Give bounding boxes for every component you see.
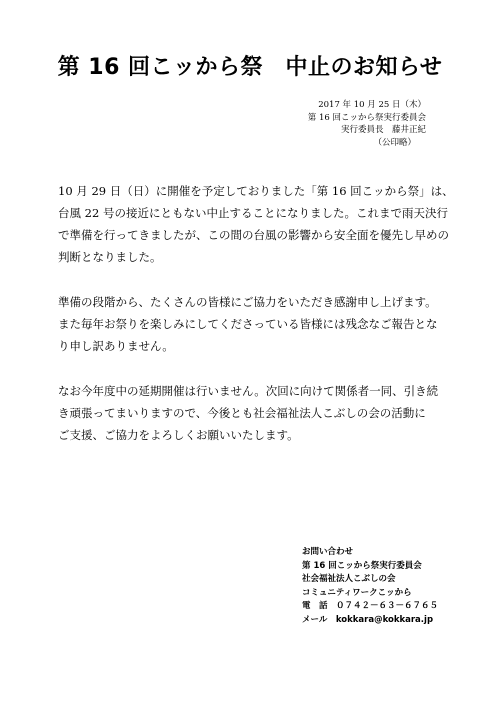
seal-omitted-note: （公印略）	[373, 137, 416, 148]
body-line: なお今年度中の延期開催は行いません。次回に向けて関係者一同、引き続	[58, 384, 439, 398]
body-line: 判断となりました。	[58, 250, 162, 264]
contact-phone: 電 話 ０７４２－６３－６７６５	[302, 601, 439, 611]
body-line: 10 月 29 日（日）に開催を予定しておりました「第 16 回こッから祭」は、	[58, 184, 454, 198]
contact-committee: 第 16 回こッから祭実行委員会	[302, 560, 422, 571]
body-line: で準備を行ってきましたが、この間の台風の影響から安全面を優先し早めの	[58, 228, 449, 242]
paragraph-closing	[58, 380, 458, 446]
issuer-chair: 実行委員長 藤井正紀	[340, 125, 426, 135]
contact-organization: 社会福祉法人こぶしの会	[302, 574, 396, 584]
contact-email: メール kokkara@kokkara.jp	[302, 614, 434, 625]
body-line: 準備の段階から、たくさんの皆様にご協力をいただき感謝申し上げます。	[58, 295, 437, 309]
issuer-block	[308, 99, 426, 149]
body-line: り申し訳ありません。	[58, 339, 174, 353]
contact-department: コミュニティワークこッから	[302, 587, 412, 598]
issuer-committee: 第 16 回こッから祭実行委員会	[307, 112, 426, 123]
paragraph-thanks	[58, 291, 458, 357]
contact-heading: お問い合わせ	[302, 547, 354, 557]
body-line: 台風 22 号の接近にともない中止することになりました。これまで雨天決行	[58, 206, 448, 220]
announcement-body	[58, 180, 458, 469]
contact-block	[302, 546, 438, 627]
paragraph-cancellation	[58, 180, 458, 268]
body-line: ご支援、ご協力をよろしくお願いいたします。	[58, 428, 299, 442]
page-title: 第 16 回こッから祭 中止のお知らせ	[57, 55, 443, 80]
body-line: き頑張ってまいりますので、今後とも社会福祉法人こぶしの会の活動に	[58, 406, 426, 420]
body-line: また毎年お祭りを楽しみにしてくださっている皆様には残念なご報告とな	[58, 317, 438, 331]
issue-date: 2017 年 10 月 25 日（木）	[318, 100, 426, 110]
